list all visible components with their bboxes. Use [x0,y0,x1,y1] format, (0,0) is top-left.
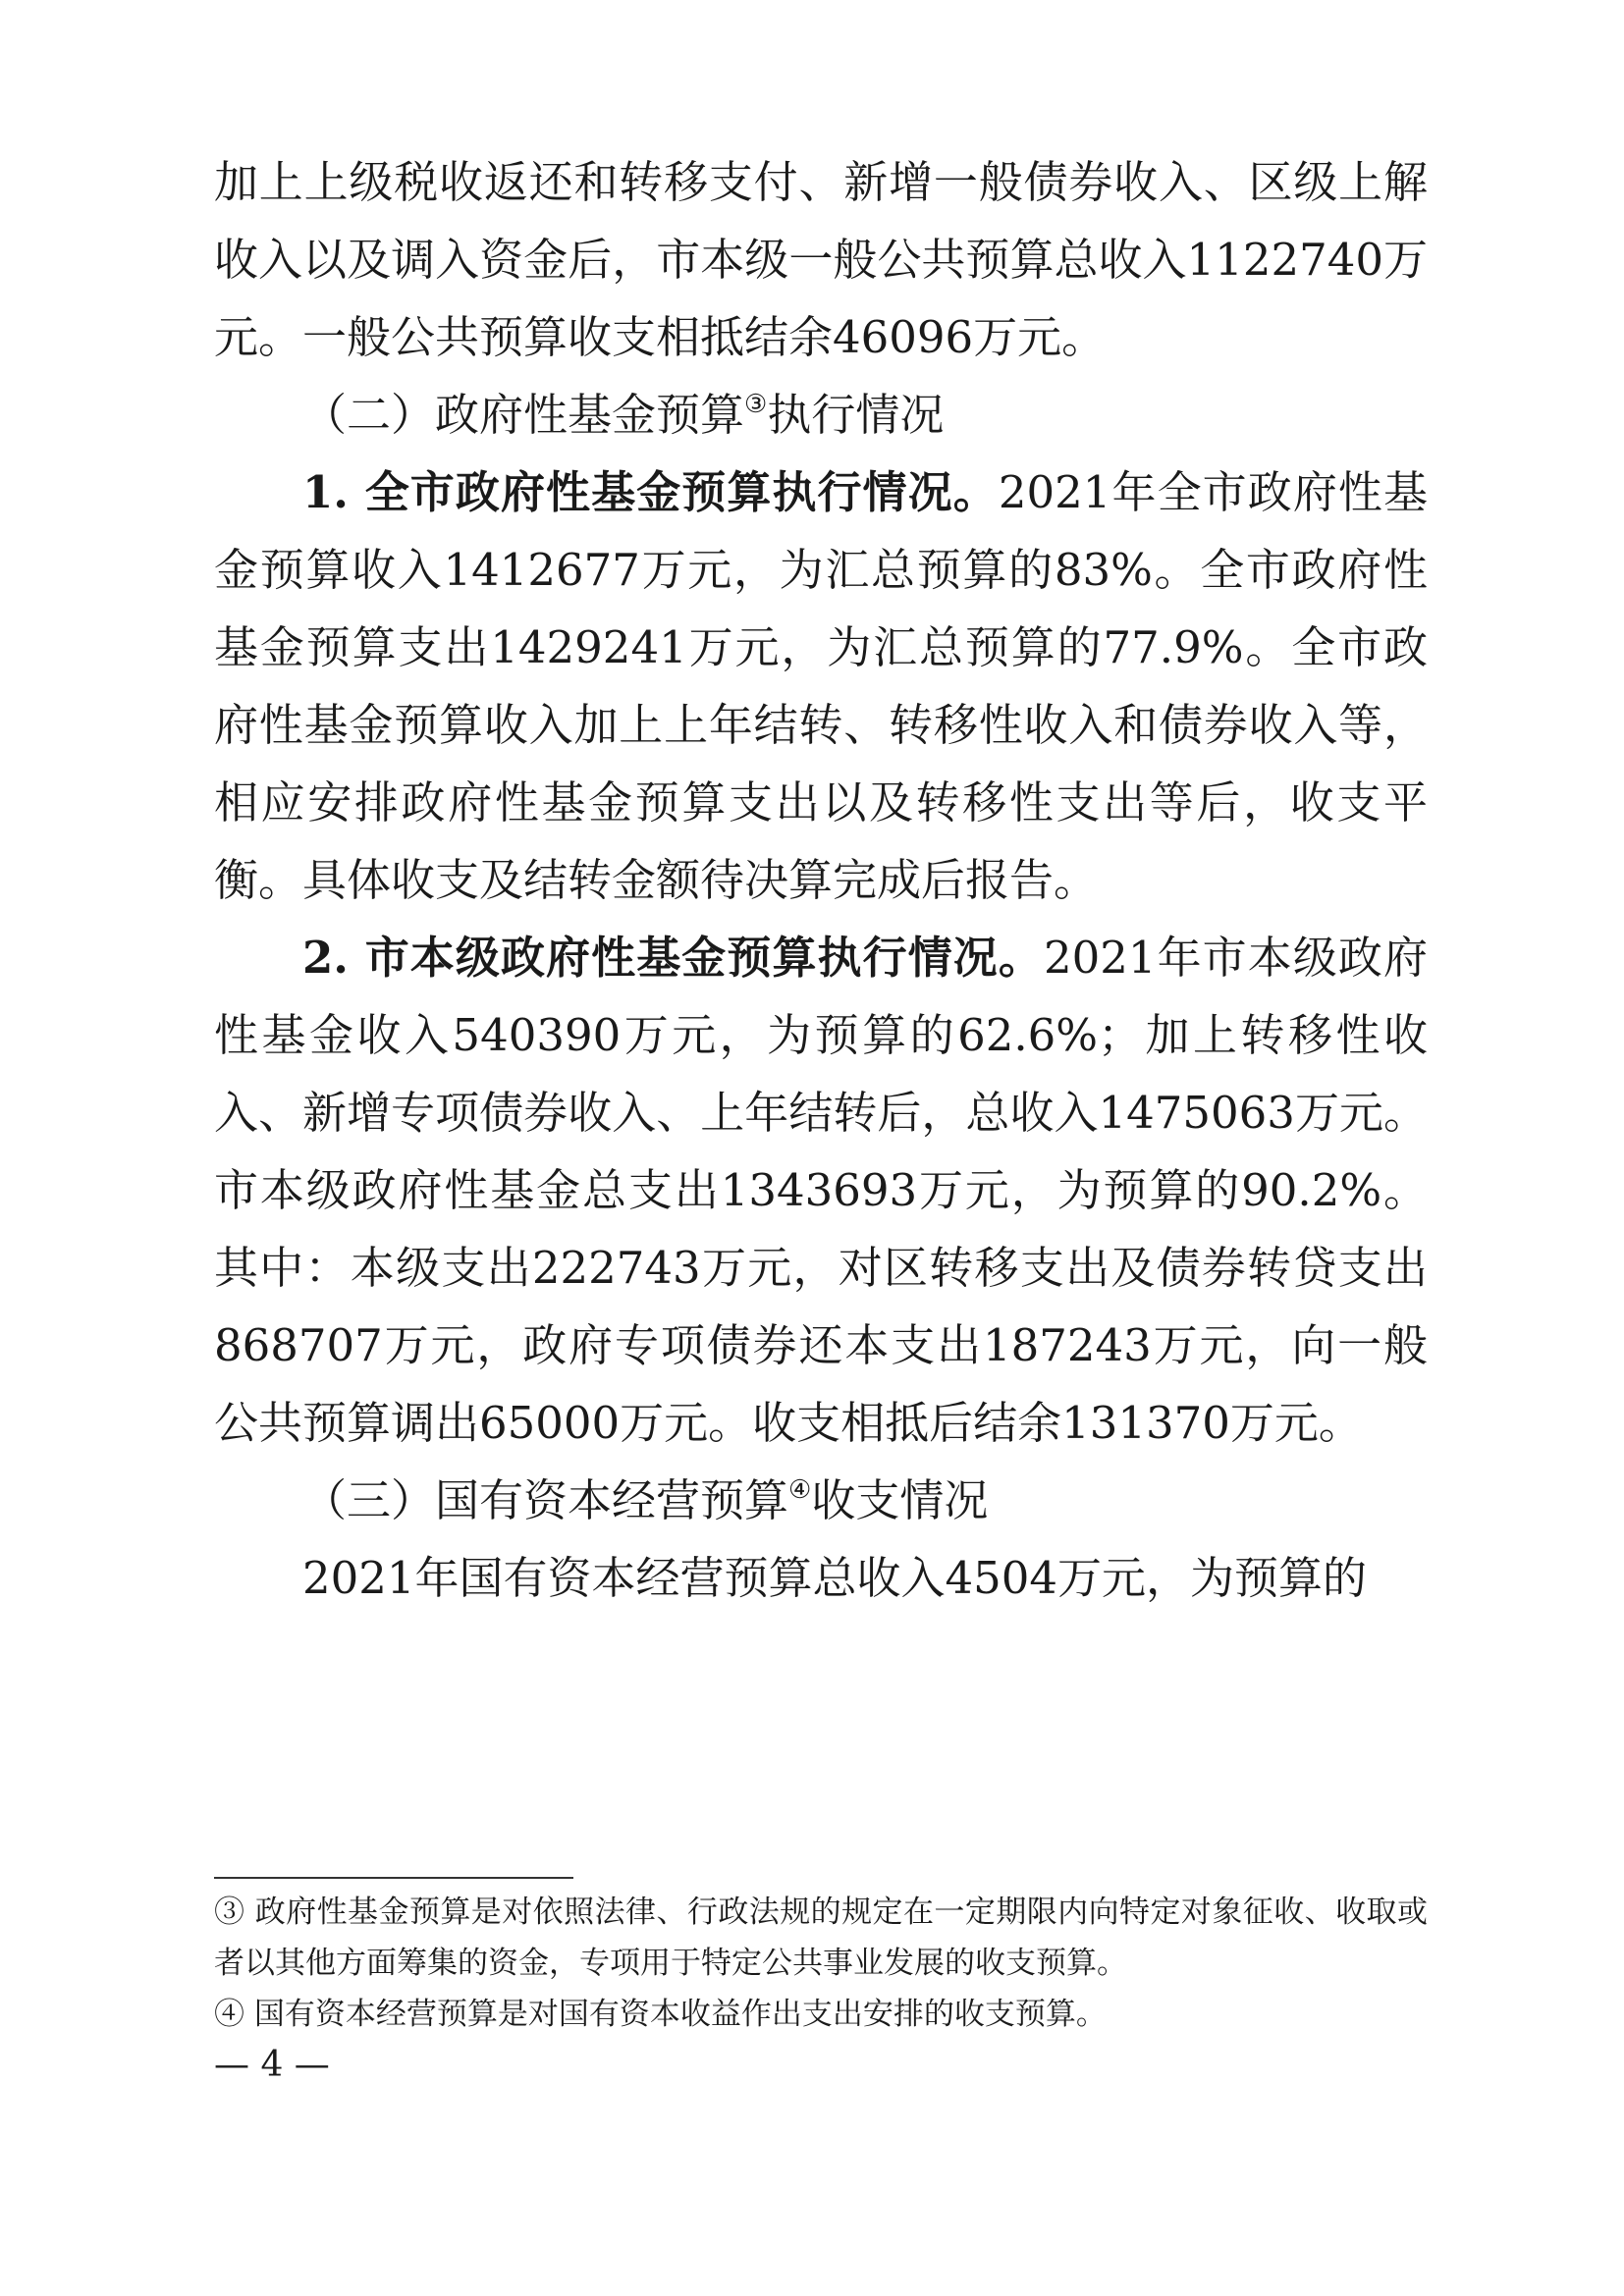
heading-text: 收支情况 [811,1474,989,1526]
footnotes [214,1887,1428,2040]
item-title: 1. 全市政府性基金预算执行情况。 [302,466,999,518]
footnote-marker-4: ④ [788,1475,812,1505]
body-text [214,143,1428,1617]
footnote-3: ③ 政府性基金预算是对依照法律、行政法规的规定在一定期限内向特定对象征收、收取或者以其他方面筹集的资金，专项用于特定公共事业发展的收支预算。 [214,1895,1428,1981]
item-body: 2021年全市政府性基金预算收入1412677万元，为汇总预算的83%。全市政府性基金预算支出1429241万元，为汇总预算的77.9%。全市政府性基金预算收入加上上年结转、转移性收入和债券收入等，相应安排政府性基金预算支出以及转移性支出等后，收支平衡。具体收支及结转金额待决算完成后报告。 [214,466,1428,906]
heading-text: （三）国有资本经营预算 [302,1474,789,1526]
section-heading-government-fund [214,376,1428,454]
paragraph-municipal-fund [214,919,1428,1462]
item-title: 2. 市本级政府性基金预算执行情况。 [302,932,1044,984]
footnote-marker-3: ③ [744,390,768,419]
heading-text: 执行情况 [767,389,945,441]
footnote-4: ④ 国有资本经营预算是对国有资本收益作出支出安排的收支预算。 [214,1997,1107,2032]
item-body: 2021年市本级政府性基金收入540390万元，为预算的62.6%；加上转移性收入、新增专项债券收入、上年结转后，总收入1475063万元。市本级政府性基金总支出1343693万元，为预算的90.2%。其中：本级支出222743万元，对区转移支出及债券转贷支出868707万元，政府专项债券还本支出187243万元，向一般公共预算调出65000万元。收支相抵后结余131370万元。 [214,932,1428,1449]
footnote-divider [214,1877,573,1879]
page-number: — 4 — [214,2045,330,2085]
paragraph-state-capital-revenue: 2021年国有资本经营预算总收入4504万元，为预算的 [302,1552,1368,1604]
paragraph-citywide-fund [214,454,1428,919]
section-heading-state-capital [214,1462,1428,1539]
heading-text: （二）政府性基金预算 [302,389,745,441]
paragraph-general-budget-summary: 加上上级税收返还和转移支付、新增一般债券收入、区级上解收入以及调入资金后，市本级一般公共预算总收入1122740万元。一般公共预算收支相抵结余46096万元。 [214,156,1428,363]
